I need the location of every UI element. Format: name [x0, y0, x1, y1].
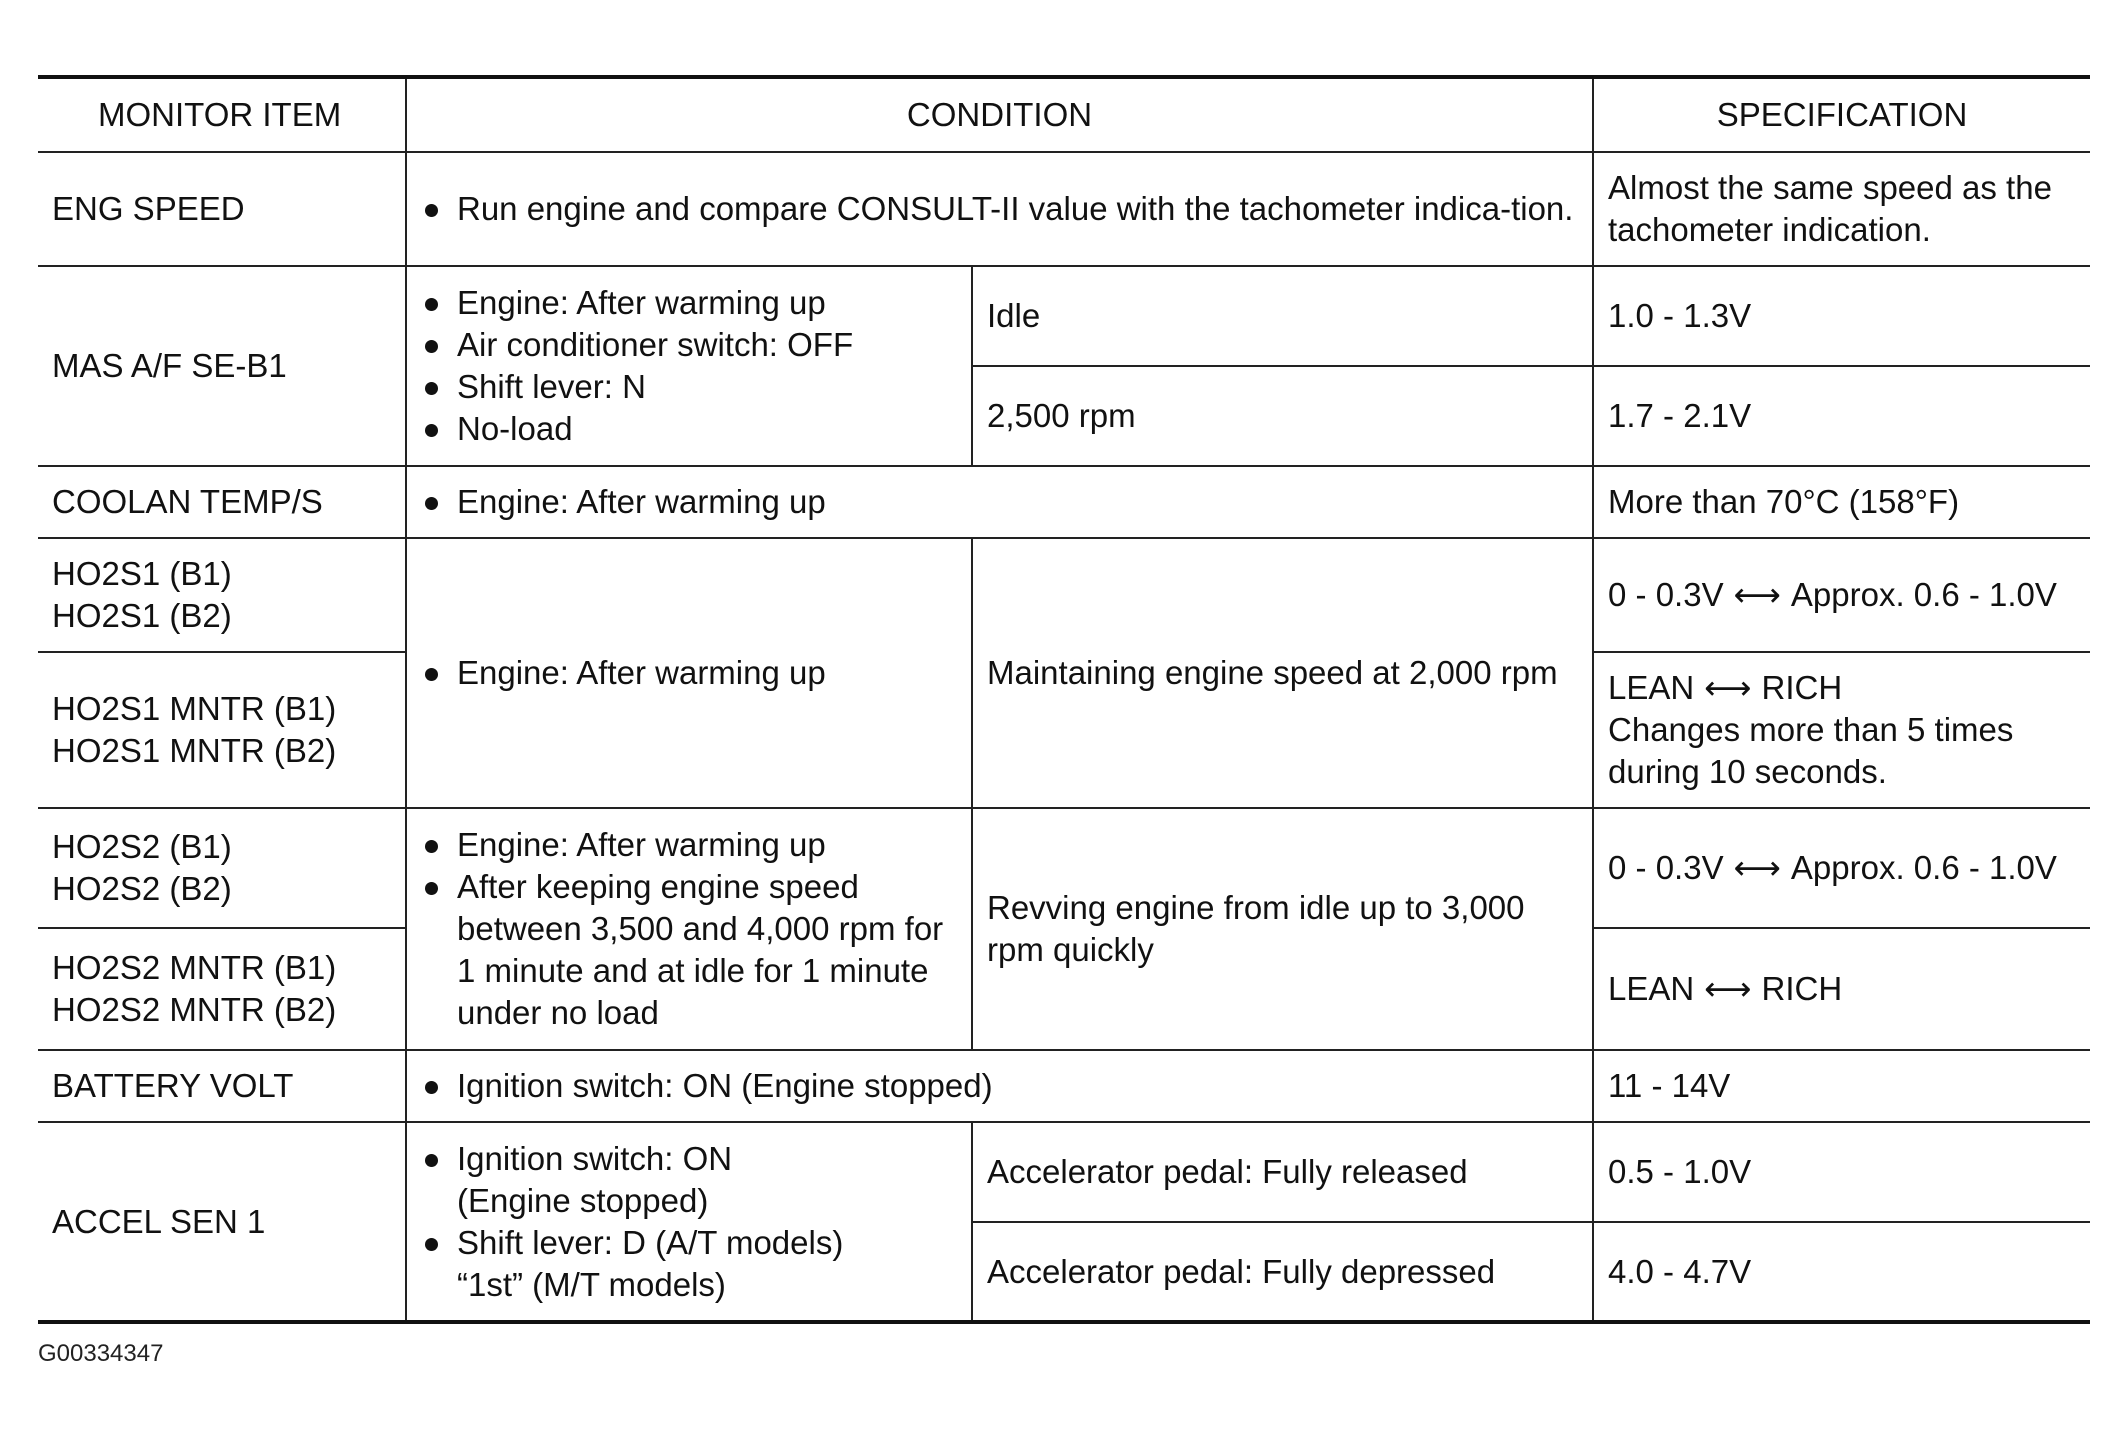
- item-ho2s1-mntr: [38, 652, 406, 808]
- monitor-spec-table: [38, 75, 2090, 1324]
- condition-line: Ignition switch: ON: [457, 1139, 733, 1177]
- item-battery: BATTERY VOLT: [38, 1050, 406, 1122]
- condition-accel: [406, 1122, 972, 1322]
- lean-rich-line: [1608, 667, 2076, 709]
- bullet-item: Engine: After warming up: [421, 282, 957, 324]
- spec-note: Changes more than 5 times during 10 seconds.: [1608, 711, 2014, 790]
- condition-ho2s2: [406, 808, 972, 1050]
- spec-rich: RICH: [1761, 970, 1843, 1007]
- spec-low: 0 - 0.3V: [1608, 576, 1724, 613]
- state-accel-depressed: Accelerator pedal: Fully depressed: [972, 1222, 1593, 1322]
- table-row: [38, 538, 2090, 652]
- item-line: HO2S1 MNTR (B1): [52, 690, 337, 727]
- state-ho2s1: Maintaining engine speed at 2,000 rpm: [972, 538, 1593, 808]
- item-coolan: COOLAN TEMP/S: [38, 466, 406, 538]
- state-mas-idle: Idle: [972, 266, 1593, 366]
- item-eng-speed: ENG SPEED: [38, 152, 406, 266]
- bullet-item: Engine: After warming up: [421, 824, 957, 866]
- spec-sheet: [38, 75, 2090, 1324]
- bullet-item: Run engine and compare CONSULT-II value with the tachometer indica-tion.: [421, 188, 1578, 230]
- double-arrow-icon: ⟷: [1704, 970, 1752, 1007]
- reference-code: G00334347: [38, 1340, 164, 1367]
- spec-ho2s2: [1593, 808, 2090, 928]
- double-arrow-icon: ⟷: [1704, 669, 1752, 706]
- spec-accel-depressed: 4.0 - 4.7V: [1593, 1222, 2090, 1322]
- bullet-item: [421, 1222, 957, 1306]
- spec-high: Approx. 0.6 - 1.0V: [1790, 576, 2057, 613]
- spec-accel-released: 0.5 - 1.0V: [1593, 1122, 2090, 1222]
- bullet-item: Engine: After warming up: [421, 481, 1578, 523]
- bullet-item: Air conditioner switch: OFF: [421, 324, 957, 366]
- condition-line: Shift lever: D (A/T models): [457, 1223, 844, 1261]
- state-accel-released: Accelerator pedal: Fully released: [972, 1122, 1593, 1222]
- spec-rich: RICH: [1761, 669, 1843, 706]
- item-line: HO2S2 (B1): [52, 828, 232, 865]
- item-line: HO2S2 MNTR (B2): [52, 991, 337, 1028]
- bullet-item: Engine: After warming up: [421, 652, 957, 694]
- item-ho2s2: [38, 808, 406, 928]
- header-specification: SPECIFICATION: [1593, 77, 2090, 152]
- item-line: HO2S1 MNTR (B2): [52, 732, 337, 769]
- table-row: [38, 1050, 2090, 1122]
- condition-eng-speed: [406, 152, 1593, 266]
- condition-line: (Engine stopped): [457, 1181, 709, 1219]
- condition-battery: [406, 1050, 1593, 1122]
- spec-ho2s1-mntr: [1593, 652, 2090, 808]
- double-arrow-icon: ⟷: [1733, 849, 1781, 886]
- condition-coolan: [406, 466, 1593, 538]
- spec-lean: LEAN: [1608, 669, 1695, 706]
- header-condition: CONDITION: [406, 77, 1593, 152]
- double-arrow-icon: ⟷: [1733, 576, 1781, 613]
- spec-coolan: More than 70°C (158°F): [1593, 466, 2090, 538]
- spec-ho2s2-mntr: [1593, 928, 2090, 1050]
- spec-mas-2500: 1.7 - 2.1V: [1593, 366, 2090, 466]
- header-monitor-item: MONITOR ITEM: [38, 77, 406, 152]
- spec-battery: 11 - 14V: [1593, 1050, 2090, 1122]
- table-row: [38, 266, 2090, 366]
- spec-mas-idle: 1.0 - 1.3V: [1593, 266, 2090, 366]
- bullet-item: [421, 1138, 957, 1222]
- spec-eng-speed: Almost the same speed as the tachometer indication.: [1593, 152, 2090, 266]
- item-line: HO2S1 (B1): [52, 555, 232, 592]
- item-line: HO2S2 MNTR (B1): [52, 949, 337, 986]
- condition-mas: [406, 266, 972, 466]
- table-row: [38, 1122, 2090, 1222]
- bullet-item: Ignition switch: ON (Engine stopped): [421, 1065, 1578, 1107]
- bullet-item: No-load: [421, 408, 957, 450]
- header-row: [38, 77, 2090, 152]
- spec-ho2s1: [1593, 538, 2090, 652]
- item-ho2s1: [38, 538, 406, 652]
- item-mas: MAS A/F SE-B1: [38, 266, 406, 466]
- item-accel: ACCEL SEN 1: [38, 1122, 406, 1322]
- condition-line: “1st” (M/T models): [457, 1265, 726, 1303]
- bullet-item: After keeping engine speed between 3,500 and 4,000 rpm for 1 minute and at idle for 1 minute under no load: [421, 866, 957, 1034]
- bullet-item: Shift lever: N: [421, 366, 957, 408]
- state-mas-2500: 2,500 rpm: [972, 366, 1593, 466]
- table-row: [38, 466, 2090, 538]
- table-row: [38, 808, 2090, 928]
- state-ho2s2: Revving engine from idle up to 3,000 rpm quickly: [972, 808, 1593, 1050]
- item-line: HO2S1 (B2): [52, 597, 232, 634]
- spec-lean: LEAN: [1608, 970, 1695, 1007]
- condition-ho2s1: [406, 538, 972, 808]
- spec-low: 0 - 0.3V: [1608, 849, 1724, 886]
- item-line: HO2S2 (B2): [52, 870, 232, 907]
- table-row: [38, 152, 2090, 266]
- spec-high: Approx. 0.6 - 1.0V: [1790, 849, 2057, 886]
- item-ho2s2-mntr: [38, 928, 406, 1050]
